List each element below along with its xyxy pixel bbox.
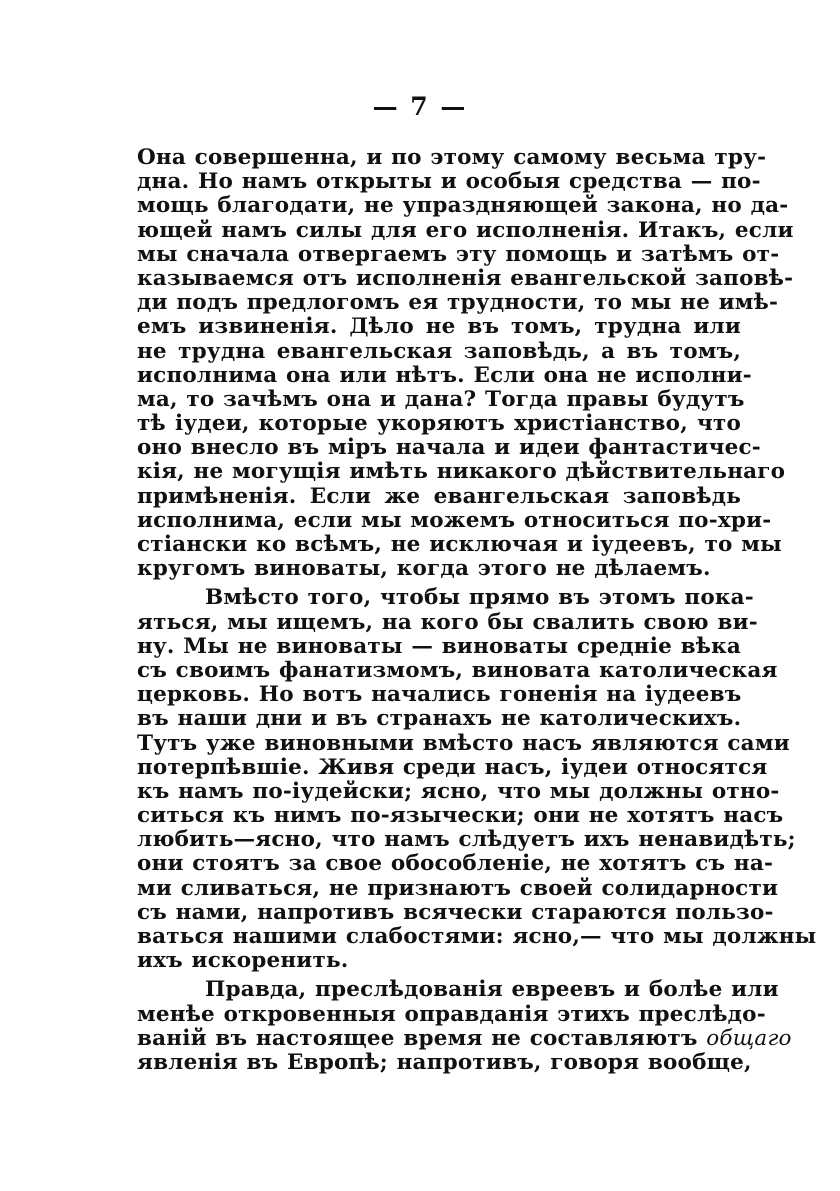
text-line: не трудна евангельская заповѣдь, а въ томъ, (137, 338, 741, 364)
text-line: менѣе откровенныя оправданія этихъ преслѣдо- (137, 1001, 766, 1027)
text-line: ющей намъ силы для его исполненія. Итакъ, если (137, 217, 794, 243)
text-line: любить—ясно, что намъ слѣдуетъ ихъ ненавидѣть; (137, 827, 796, 853)
text-line: Правда, преслѣдованія евреевъ и болѣе или (205, 977, 779, 1003)
text-line (137, 1025, 792, 1051)
text-line: емъ извиненія. Дѣло не въ томъ, трудна или (137, 314, 741, 340)
text-line: стіански ко всѣмъ, не исключая и іудеевъ, то мы (137, 532, 782, 557)
text-line: ну. Мы не виноваты — виноваты средніе вѣка (137, 633, 741, 659)
text-line: кругомъ виноваты, когда этого не дѣлаемъ. (137, 556, 711, 582)
page-number: — 7 — (372, 92, 468, 121)
text-line: церковь. Но вотъ начались гоненія на іудеевъ (137, 682, 742, 708)
text-line: оно внесло въ міръ начала и идеи фантастичес- (137, 435, 761, 461)
text-line: ма, то зачѣмъ она и дана? Тогда правы будутъ (137, 386, 745, 412)
italic-word: общаго (706, 1025, 792, 1051)
body-text (137, 145, 817, 1075)
text-line: мощь благодати, не упраздняющей закона, но да- (137, 193, 789, 219)
text-line: кія, не могущія имѣть никакого дѣйствительнаго (137, 459, 786, 485)
text-line: ми сливаться, не признаютъ своей солидарности (137, 875, 779, 901)
text-line: Вмѣсто того, чтобы прямо въ этомъ пока- (205, 585, 754, 611)
text-line: съ своимъ фанатизмомъ, виновата католическая (137, 657, 778, 683)
text-line: съ нами, напротивъ всячески стараются пользо- (137, 899, 774, 925)
text-line: примѣненія. Если же евангельская заповѣдь (137, 483, 741, 509)
paragraph-1 (137, 145, 794, 582)
text-line: они стоятъ за свое обособленіе, не хотятъ съ на- (137, 851, 774, 877)
paragraph-2 (137, 585, 817, 974)
text-segment: ваній въ настоящее время не составляютъ (137, 1025, 698, 1051)
text-line: явленія въ Европѣ; напротивъ, говоря вообще, (137, 1049, 752, 1075)
text-line: казываемся отъ исполненія евангельской заповѣ- (137, 265, 794, 291)
text-line: ди подъ предлогомъ ея трудности, то мы не имѣ- (137, 290, 779, 316)
text-line: исполнима, если мы можемъ относиться по-хри- (137, 507, 772, 533)
text-line: къ намъ по-іудейски; ясно, что мы должны отно- (137, 778, 780, 804)
text-line: ихъ искоренить. (137, 948, 349, 974)
text-line: Она совершенна, и по этому самому весьма тру- (137, 145, 767, 170)
text-line: тѣ іудеи, которые укоряютъ христіанство, что (137, 411, 741, 437)
paragraph-3 (137, 977, 792, 1075)
text-line: въ наши дни и въ странахъ не католическихъ. (137, 706, 742, 732)
text-line: ситься къ нимъ по-язычески; они не хотятъ насъ (137, 803, 784, 829)
text-line: потерпѣвшіе. Живя среди насъ, іудеи относятся (137, 754, 768, 780)
text-line: мы сначала отвергаемъ эту помощь и затѣмъ от- (137, 241, 780, 267)
text-line: дна. Но намъ открыты и особыя средства — по- (137, 169, 761, 195)
text-line: ваться нашими слабостями: ясно,— что мы должны (137, 924, 817, 949)
text-line: Тутъ уже виновными вмѣсто насъ являются сами (137, 730, 790, 756)
text-line: яться, мы ищемъ, на кого бы свалить свою ви- (137, 609, 758, 635)
text-line: исполнима она или нѣтъ. Если она не исполни- (137, 362, 752, 388)
